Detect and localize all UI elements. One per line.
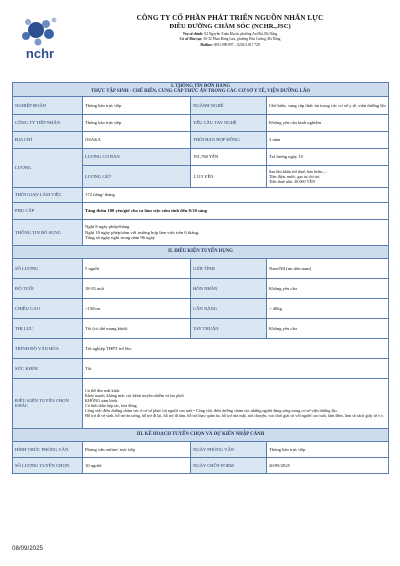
chieu-cao-value: >150cm [83,298,191,318]
dieu-kien-label: ĐIỀU KIỆN TUYỂN CHỌN KHÁC [13,378,83,428]
letterhead [12,10,388,82]
so-luong-tc-label: SỐ LƯỢNG TUYỂN CHỌN [13,457,83,473]
thoi-gian-label: THỜI GIAN LÀM VIỆC [13,187,83,202]
trinh-do-label: TRÌNH ĐỘ VĂN HÓA [13,338,83,358]
cong-ty-value: Thông báo trực tiếp [83,114,191,131]
document-page [12,10,388,474]
nganh-nghe-value: Chế biến, cung cấp thức ăn trong các cơ sở y tế, viện dưỡng lão [267,96,389,114]
dia-chi-label: ĐỊA CHỈ [13,131,83,148]
company-name: CÔNG TY CỔ PHẦN PHÁT TRIỂN NGUỒN NHÂN LỰC [136,14,324,22]
ngay-pv-label: NGÀY PHỎNG VẤN [191,441,267,457]
so-luong-tc-value: 10 người [83,457,191,473]
hon-nhan-value: Không yêu cầu [267,278,389,298]
so-luong-label: SỐ LƯỢNG [13,258,83,278]
dieu-kien-item: Công việc điều dưỡng chăm sóc ở cơ sở phúc lợi người cao tuổi • Công việc điều dưỡng chăm sóc những người đang sống trong cơ sở viện dưỡng lão. [85,408,338,414]
cong-ty-label: CÔNG TY TIẾP NHẬN [13,114,83,131]
dia-chi-value: OSAKA [83,131,191,148]
yeu-cau-label: YÊU CẦU TAY NGHỀ [191,114,267,131]
section2-title: II. ĐIỀU KIỆN TUYỂN DỤNG [13,245,389,258]
luong-co-ban-note: Trả lương ngày 10 [267,148,389,165]
dieu-kien-item: KHÔNG xăm hình. [85,398,118,404]
trinh-do-value: Tốt nghiệp THPT trở lên. [83,338,389,358]
phu-cap-value: Tăng thêm 100 yên/giờ cho ca làm việc sớm tính đến 8:30 sáng [83,202,389,219]
chieu-cao-label: CHIỀU CAO [13,298,83,318]
nganh-nghe-label: NGÀNH NGHỀ [191,96,267,114]
dieu-kien-item: Khỏe mạnh, không mắc các bệnh truyền nhiễm và lao phổi [85,393,184,399]
nghiep-doan-label: NGHIỆP ĐOÀN [13,96,83,114]
luong-co-ban-label: LƯƠNG CƠ BẢN [83,148,191,165]
ngay-pv-value: Thông báo trực tiếp [267,441,389,457]
dieu-kien-value [83,378,389,428]
luong-gio-label: LƯƠNG GIỜ [83,165,191,187]
hinh-thuc-label: HÌNH THỨC PHỎNG VẤN [13,441,83,457]
bo-sung-value: Nghỉ 8 ngày phép/tháng Nghỉ 10 ngày phép/năm với trường hợp làm việc trên 6 tháng, Tổng số ngày nghỉ trong năm 96 ngày [83,219,389,245]
tay-thuan-label: TAY THUẬN [191,318,267,338]
thoi-han-label: THỜI HẠN HỢP ĐỒNG [191,131,267,148]
luong-co-ban-value: 191,780 YÊN [191,148,267,165]
dieu-kien-item: Có tính thân hợp tác, hòa đồng. [85,403,138,409]
do-tuoi-label: ĐỘ TUỔI [13,278,83,298]
khau-tru-note: Sau khi khấu trừ thuế, bảo hiểm,... Tiền điện, nước, gas tự chi trả. Tiền thuê nhà: 30.000 YÊN [267,165,389,187]
logo-text: nchr [25,46,55,61]
suc-khoe-label: SỨC KHỎE [13,358,83,378]
luong-label: LƯƠNG [13,148,83,187]
branch-line: Cơ sở Đào tạo: 30-32 Phan Đăng Lưu, phường Hòa Cường, Đà Nẵng [179,37,281,42]
gioi-tinh-label: GIỚI TÍNH [191,258,267,278]
do-tuoi-value: 18-35 tuổi [83,278,191,298]
thi-luc-label: THỊ LỰC [13,318,83,338]
ngay-chot-value: 20/09/2025 [267,457,389,473]
can-nang-value: > 40kg [267,298,389,318]
print-date: 08/09/2025 [12,545,43,552]
luong-gio-value: 1,115 YÊN [191,165,267,187]
hon-nhan-label: HÔN NHÂN [191,278,267,298]
section1-title: I. THÔNG TIN ĐƠN HÀNG THỰC TẬP SINH - CHẾ BIẾN, CUNG CẤP THỨC ĂN TRONG CÁC CƠ SỞ Y TẾ, VIỆN DƯỠNG LÃO [13,83,389,97]
suc-khoe-value: Tốt [83,358,389,378]
company-logo [16,12,64,72]
section3-title: III. KẾ HOẠCH TUYỂN CHỌN VÀ DỰ KIẾN NHẬP CẢNH [13,428,389,441]
so-luong-value: 5 người [83,258,191,278]
hq-line: Trụ sở chính: 02 Nguyễn Xuân Khoát, phường An Hải, Đà Nẵng [182,31,278,36]
company-info [72,14,388,47]
order-table [12,82,389,474]
ngay-chot-label: NGÀY CHỐT FORM [191,457,267,473]
dieu-kien-item: Hỗ trợ đi vệ sinh, hỗ trợ ăn uống, hỗ trợ đi lại, hỗ trợ đi tắm, hỗ trợ thay quần áo, hỗ trợ rửa mặt, nói chuyện, vui chơi giải trí với người cao tuổi, làm đêm, làm số sách giấy tờ v.v. [85,413,384,419]
hotline-line: Hotline: 0931.989.897 – 0236.3.817.728 [200,42,260,47]
yeu-cau-value: Không yêu cầu kinh nghiệm [267,114,389,131]
company-subname: ĐIỀU DƯỠNG CHĂM SÓC (NCHR.,JSC) [169,23,291,30]
gioi-tinh-value: Nam/Nữ (ưu tiên nam) [267,258,389,278]
thoi-gian-value: 172 tiếng/ tháng [83,187,389,202]
bo-sung-label: THÔNG TIN BỔ SUNG [13,219,83,245]
tay-thuan-value: Không yêu cầu [267,318,389,338]
hinh-thuc-value: Phỏng vấn online/ trực tiếp [83,441,191,457]
thi-luc-value: Tốt (có thể mang kính) [83,318,191,338]
can-nang-label: CÂN NẶNG [191,298,267,318]
nghiep-doan-value: Thông báo trực tiếp [83,96,191,114]
phu-cap-label: PHỤ CẤP [13,202,83,219]
thoi-han-value: 3 năm [267,131,389,148]
dieu-kien-item: Có thể đeo mắt kính. [85,388,121,394]
